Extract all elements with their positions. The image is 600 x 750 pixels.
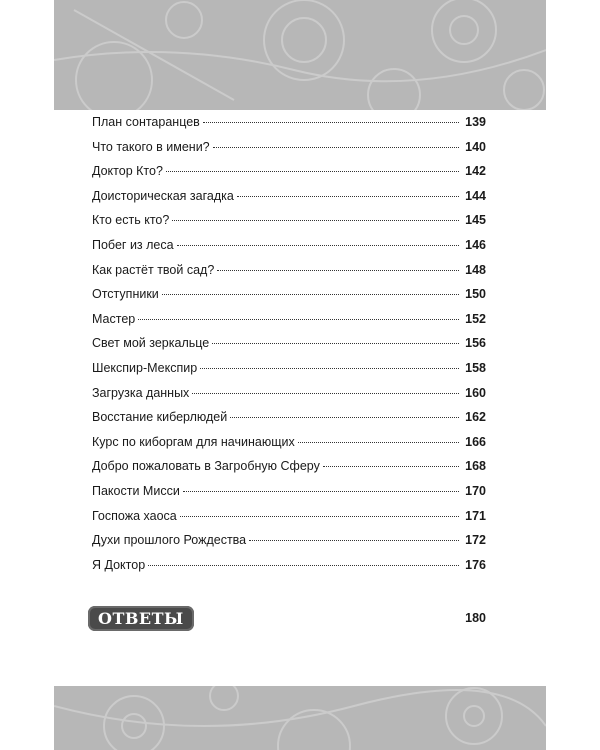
toc-entry[interactable] [92, 312, 486, 337]
toc-entry-title: Духи прошлого Рождества [92, 533, 247, 548]
toc-entry-title: Доктор Кто? [92, 164, 163, 179]
toc-entry-title: Госпожа хаоса [92, 508, 177, 523]
dot-leader [237, 196, 459, 197]
toc-entry-page-number: 166 [465, 434, 486, 449]
dot-leader [213, 147, 459, 148]
dot-leader [200, 368, 459, 369]
toc-entry-page-number: 140 [465, 139, 486, 154]
toc-entry[interactable] [92, 115, 486, 140]
dot-leader [172, 220, 459, 221]
toc-entry[interactable] [92, 140, 486, 165]
toc-entry-title: Восстание киберлюдей [92, 410, 228, 425]
toc-entry[interactable] [92, 459, 486, 484]
dot-leader [323, 466, 459, 467]
dot-leader [166, 171, 459, 172]
toc-entry-title: Свет мой зеркальце [92, 336, 210, 351]
toc-entry-title: Курс по киборгам для начинающих [92, 434, 295, 449]
toc-entry-page-number: 156 [465, 336, 486, 351]
dot-leader [212, 343, 459, 344]
toc-entry-title: Я Доктор [92, 557, 146, 572]
toc-entry[interactable] [92, 410, 486, 435]
toc-entry-page-number: 162 [465, 410, 486, 425]
answers-badge: ОТВЕТЫ [88, 606, 194, 631]
gear-pattern-bottom [54, 686, 546, 750]
toc-entry-title: Мастер [92, 311, 136, 326]
toc-entry[interactable] [92, 484, 486, 509]
header-decorative-band [54, 0, 546, 110]
dot-leader [217, 270, 459, 271]
answers-entry[interactable] [88, 603, 486, 633]
toc-entry[interactable] [92, 213, 486, 238]
toc-entry[interactable] [92, 336, 486, 361]
toc-entry-page-number: 150 [465, 287, 486, 302]
toc-entry-page-number: 146 [465, 237, 486, 252]
dot-leader [138, 319, 459, 320]
toc-entry-title: Побег из леса [92, 237, 174, 252]
dot-leader [162, 294, 459, 295]
toc-entry[interactable] [92, 238, 486, 263]
toc-entry-page-number: 158 [465, 360, 486, 375]
toc-entry-title: Доисторическая загадка [92, 188, 234, 203]
toc-entry-title: Кто есть кто? [92, 213, 170, 228]
toc-entry-title: Как растёт твой сад? [92, 262, 215, 277]
dot-leader [249, 540, 459, 541]
dot-leader [192, 393, 459, 394]
toc-entry[interactable] [92, 164, 486, 189]
toc-entry-page-number: 139 [465, 115, 486, 129]
dot-leader [148, 565, 459, 566]
table-of-contents [92, 115, 486, 582]
toc-entry[interactable] [92, 435, 486, 460]
toc-entry-title: Добро пожаловать в Загробную Сферу [92, 459, 320, 474]
toc-entry-title: Загрузка данных [92, 385, 190, 400]
toc-entry[interactable] [92, 386, 486, 411]
toc-entry[interactable] [92, 189, 486, 214]
toc-entry-page-number: 172 [465, 533, 486, 548]
toc-entry[interactable] [92, 287, 486, 312]
dot-leader [180, 516, 459, 517]
toc-entry[interactable] [92, 509, 486, 534]
toc-entry[interactable] [92, 558, 486, 583]
toc-entry-title: Что такого в имени? [92, 139, 210, 154]
answers-page-number: 180 [465, 611, 486, 625]
toc-entry-title: Шекспир-Мекспир [92, 360, 198, 375]
toc-entry-title: План сонтаранцев [92, 115, 200, 129]
dot-leader [203, 122, 459, 123]
toc-entry-page-number: 176 [465, 557, 486, 572]
toc-entry-page-number: 148 [465, 262, 486, 277]
toc-entry[interactable] [92, 263, 486, 288]
toc-entry-page-number: 152 [465, 311, 486, 326]
dot-leader [298, 442, 459, 443]
dot-leader [177, 245, 459, 246]
footer-decorative-band [54, 686, 546, 750]
toc-entry[interactable] [92, 533, 486, 558]
toc-entry-title: Отступники [92, 287, 159, 302]
toc-entry-page-number: 145 [465, 213, 486, 228]
dot-leader [183, 491, 459, 492]
dot-leader [230, 417, 459, 418]
toc-entry-page-number: 170 [465, 483, 486, 498]
toc-entry-page-number: 171 [465, 508, 486, 523]
toc-entry-page-number: 144 [465, 188, 486, 203]
toc-entry-page-number: 160 [465, 385, 486, 400]
toc-entry-title: Пакости Мисси [92, 483, 180, 498]
toc-entry-page-number: 168 [465, 459, 486, 474]
toc-entry-page-number: 142 [465, 164, 486, 179]
gear-pattern-top [54, 0, 546, 110]
toc-entry[interactable] [92, 361, 486, 386]
